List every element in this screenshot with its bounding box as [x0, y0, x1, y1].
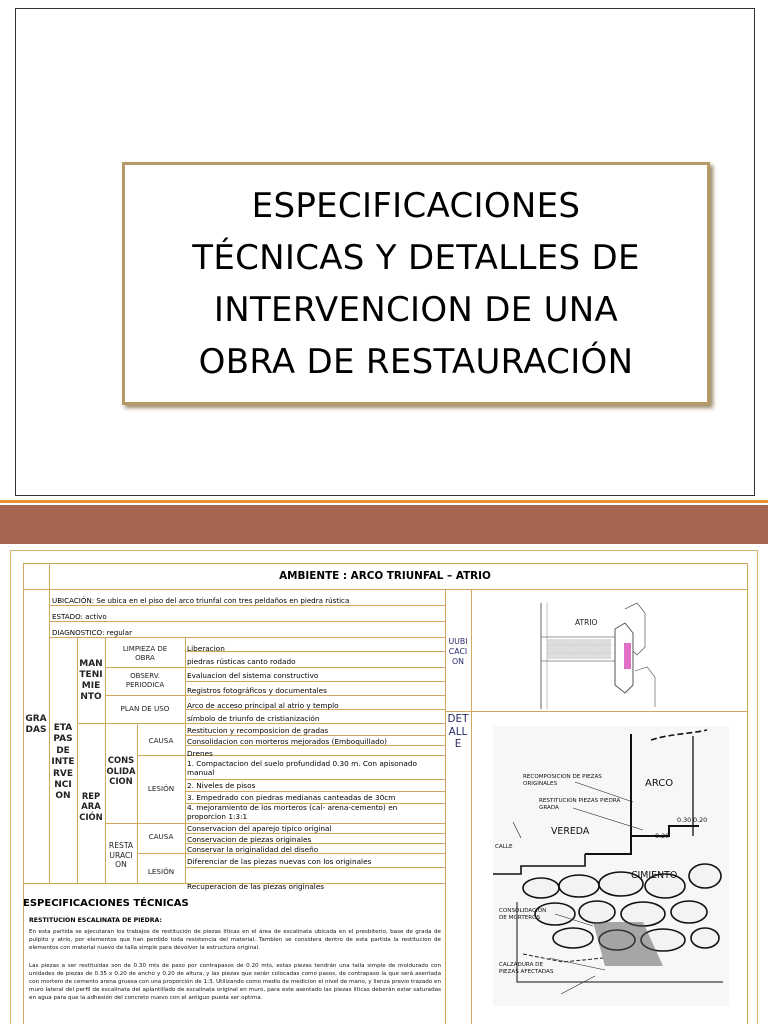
- row-13: 3. Empedrado con piedras medianas canteadas de 30cm: [187, 793, 396, 802]
- etapas-label: ETA PAS DE INTE RVE NCI ON: [51, 723, 75, 802]
- row-17: Conservacion de piezas originales: [187, 835, 312, 844]
- observ-label: OBSERV. PERIODICA: [125, 672, 165, 689]
- specs-paragraph-2: Las piezas a ser restituidas son de 0.30 mts de paso por contrapasos de 0.20 mts, estas piezas tendrán una talla simple de moldurado con unidades de piezas de 0.35 x 0.20 de ancho y 0.20 de altura, y las piezas que serán colocadas como pasos, de contrapaso la que será asentada con mortero de cemento arena gruesa con una proporción de 1:3. Utilizando como medio de medicion el nivel de mano, y lienza previo trazado en muro lateral del perfil de escalinata del aplantillado de escalinata original en muro, para este asentado las piezas líticas deberán estar saturadas en agua para que la adhesión del concreto nuevo con el antiguo pueda ser optima.: [29, 963, 441, 1001]
- sheet-header: AMBIENTE : ARCO TRIUNFAL – ATRIO: [279, 570, 491, 582]
- atrio-label: ATRIO: [575, 618, 598, 627]
- ubicacion-side-label: UUBI CACI ON: [448, 637, 468, 666]
- orange-divider: [0, 500, 768, 503]
- label-arco: ARCO: [645, 778, 674, 789]
- label-recomposicion-1: RECOMPOSICION DE PIEZAS: [523, 774, 602, 780]
- row-9: Drenes: [187, 749, 213, 758]
- row-14: 4. mejoramiento de los morteros (cal- arena-cemento) en: [187, 803, 398, 812]
- reparacion-label: REP ARA CIÓN: [79, 791, 103, 822]
- label-recomposicion-2: ORIGINALES: [523, 781, 558, 787]
- label-dim-2: 0.20: [693, 816, 708, 824]
- causa-label-1: CAUSA: [148, 736, 174, 745]
- title-line-4: OBRA DE RESTAURACIÓN: [198, 341, 634, 382]
- row-19: Diferenciar de las piezas nuevas con los originales: [187, 857, 372, 866]
- brown-band: [0, 505, 768, 544]
- location-plan-drawing: [537, 601, 659, 711]
- gradas-label: GRA DAS: [25, 714, 47, 735]
- causa-label-2: CAUSA: [148, 832, 174, 841]
- row-8: Consolidacion con morteros mejorados (Emboquillado): [187, 737, 388, 746]
- title-box: [122, 162, 710, 405]
- lesion-label-2: LESIÓN: [147, 867, 175, 876]
- restauracion-label: RESTA URACI ON: [108, 841, 134, 870]
- row-10: 1. Compactacion del suelo profundidad 0.30 m. Con apisonado: [187, 759, 417, 768]
- title-line-3: INTERVENCION DE UNA: [213, 289, 619, 330]
- plan-uso-label: PLAN DE USO: [120, 704, 170, 713]
- label-restitucion-1: RESTITUCION PIEZAS PIEDRA: [539, 798, 621, 804]
- lesion-label-1: LESIÓN: [147, 784, 175, 793]
- diagnostico-text: DIAGNOSTICO: regular: [52, 628, 133, 637]
- label-consolidacion-1: CONSOLIDACION: [499, 908, 547, 914]
- label-consolidacion-2: DE MORTEROS: [499, 915, 541, 921]
- consolidacion-label: CONS OLIDA CION: [106, 755, 136, 786]
- specification-sheet: [10, 550, 758, 1024]
- label-dim-3: 0.20: [655, 832, 670, 840]
- specs-subtitle: RESTITUCION ESCALINATA DE PIEDRA:: [29, 917, 162, 924]
- row-20: Recuperacion de las piezas originales: [187, 882, 325, 891]
- specs-paragraph-1: En esta partida se ejecutaran los trabajos de restitución de piezas líticas en el área de escalinata ubicada en el presbiterio, base de grada de pulpito y atrio, por elementos que han perdido toda resistencia del material. Tambien se considera dentro de esta partida la restitucion de elementos con material nuevo de talla simple para devolver la estructura original.: [29, 929, 441, 951]
- label-cimiento: CIMIENTO: [631, 870, 678, 881]
- ubicacion-text: UBICACIÓN: Se ubica en el piso del arco triunfal con tres peldaños en piedra rústica: [52, 596, 350, 605]
- mantenimiento-label: MAN TENI MIE NTO: [79, 659, 103, 702]
- label-calle: CALLE: [495, 844, 513, 850]
- title-line-1: ESPECIFICACIONES: [251, 185, 581, 226]
- row-15: proporcion 1:3:1: [187, 812, 248, 821]
- specs-title: ESPECIFICACIONES TÉCNICAS: [23, 898, 189, 909]
- row-5: Arco de acceso principal al atrio y templo: [187, 701, 339, 710]
- row-12: 2. Niveles de pisos: [187, 781, 256, 790]
- label-calzadura-2: PIEZAS AFECTADAS: [499, 969, 554, 975]
- title-slide: [15, 8, 755, 496]
- label-vereda: VEREDA: [551, 826, 590, 837]
- row-16: Conservacion del aparejo tipico original: [187, 824, 332, 833]
- label-restitucion-2: GRADA: [539, 805, 559, 811]
- title-line-2: TÉCNICAS Y DETALLES DE: [192, 237, 640, 278]
- row-3: Evaluacion del sistema constructivo: [187, 671, 319, 680]
- label-calzadura-1: CALZADURA DE: [499, 962, 544, 968]
- row-2: piedras rústicas canto rodado: [187, 657, 296, 666]
- detalle-side-label: DET ALL E: [447, 713, 469, 750]
- row-11: manual: [187, 768, 215, 777]
- row-7: Restitucion y recomposicion de gradas: [187, 726, 329, 735]
- row-4: Registros fotográficos y documentales: [187, 686, 327, 695]
- estado-text: ESTADO: activo: [52, 612, 107, 621]
- row-18: Conservar la originalidad del diseño: [187, 845, 319, 854]
- section-detail-drawing: [493, 726, 729, 1006]
- limpieza-label: LIMPIEZA DE OBRA: [122, 645, 168, 662]
- row-6: símbolo de triunfo de cristianización: [187, 714, 320, 723]
- row-1: Liberacion: [187, 644, 225, 653]
- label-dim-1: 0.30: [677, 816, 692, 824]
